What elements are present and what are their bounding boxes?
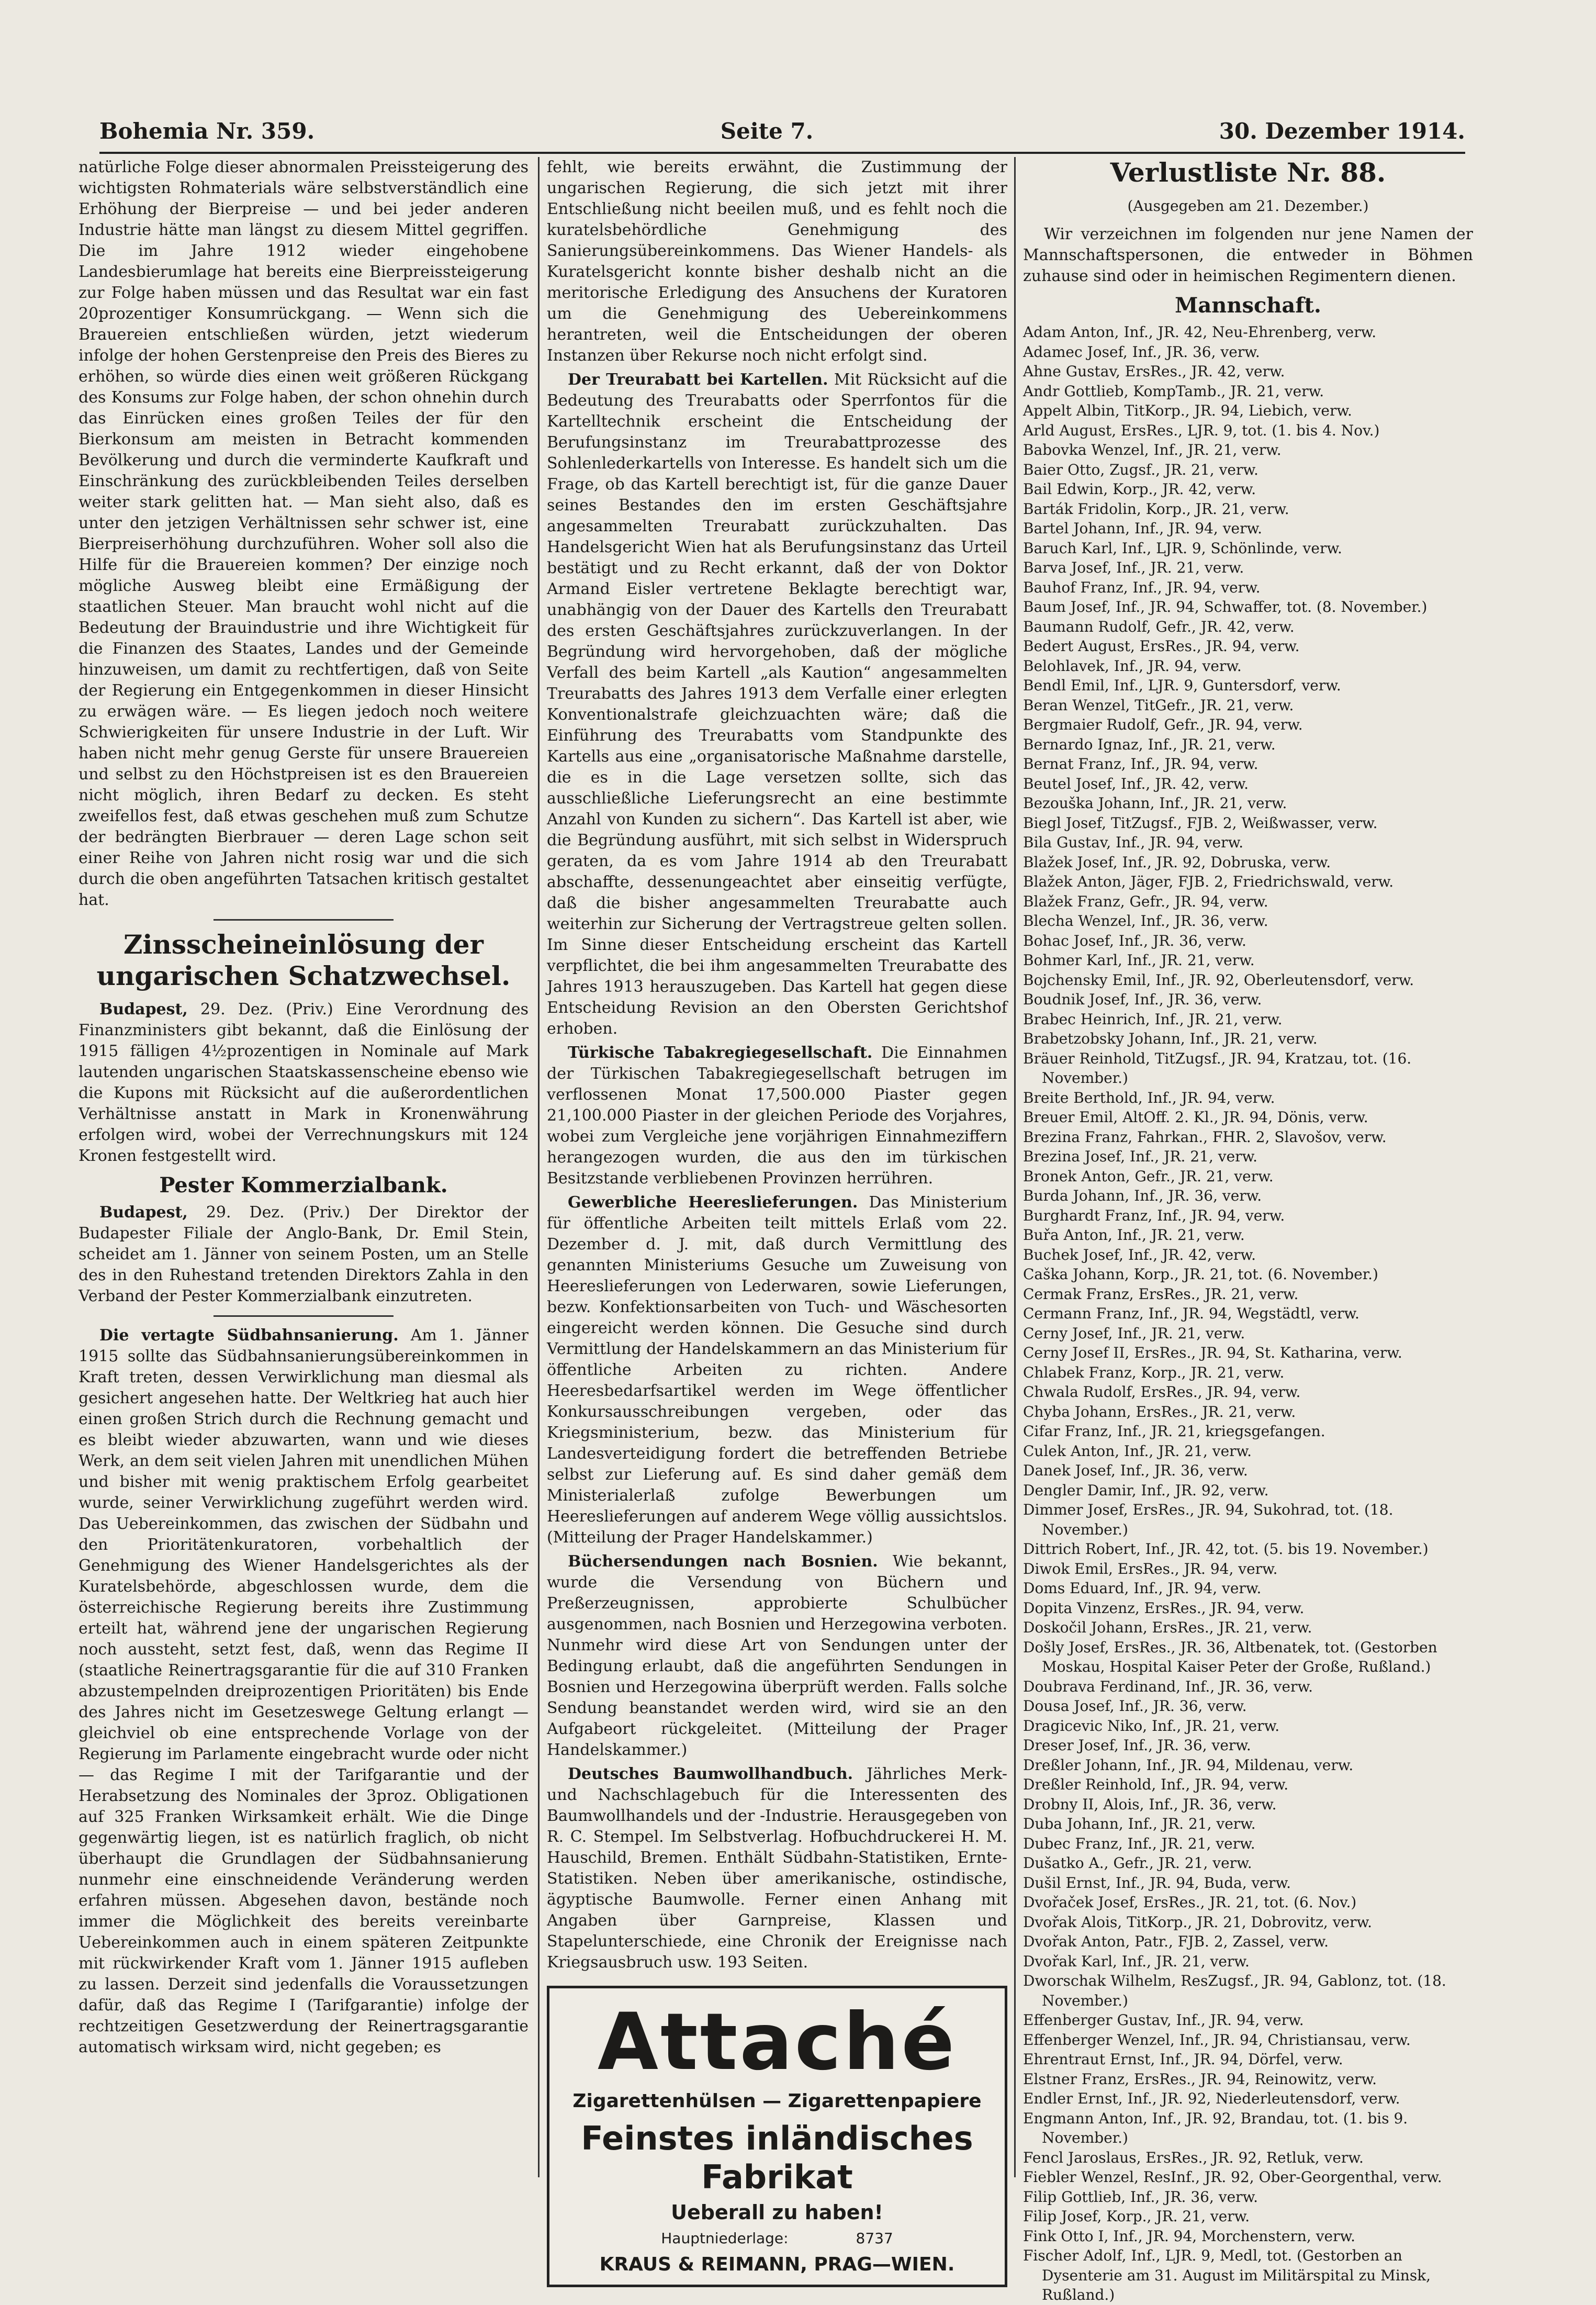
run-in-heading: Der Treurabatt bei Kartellen.: [568, 371, 828, 389]
article-tabak: [547, 1043, 1007, 1189]
article-suedbahn-continued: fehlt, wie bereits erwähnt, die Zustimmung der ungarischen Regierung, die sich jetzt mit ihrer Entschließung nicht beeilen muß, und es fehlt noch die kuratelsbehördliche Genehmigung des Sanierungsübereinkommens. Das Wiener Handels- als Kuratelsgericht konnte bisher deshalb nicht an die meritorische Erledigung des Ansuchens der Kuratoren um die Genehmigung des Uebereinkommens herantreten, weil die Entscheidungen der oberen Instanzen über Rekurse noch nicht erfolgt sind.: [547, 158, 1007, 365]
casualty-entry: Dragicevic Niko, Inf., JR. 21, verw.: [1023, 1717, 1280, 1735]
article-body: Das Ministerium für öffentliche Arbeiten teilt mittels Erlaß vom 22. Dezember d. J. mit, daß durch Vermittlung des genannten Ministeriums Gesuche um Zuweisung von Heereslieferungen von Lederwaren, sowie Lieferungen, bezw. Konfektionsarbeiten von Tuch- und Wäschesorten eingereicht werden können. Die Gesuche sind durch Vermittlung der Handelskammern an das Ministerium für öffentliche Arbeiten zu richten. Andere Heeresbedarfsartikel werden im Wege öffentlicher Konkursausschreibungen vergeben, oder das Kriegsministerium, bezw. das Ministerium für Landesverteidigung fordert die betreffenden Betriebe selbst zur Lieferung auf. Es sind daher gemäß dem Ministerialerlaß zufolge Bewerbungen um Heereslieferungen auf anderem Wege völlig aussichtslos. (Mitteilung der Prager Handelskammer.): [547, 1193, 1007, 1547]
column-3: [1023, 157, 1473, 2303]
casualty-entry: Fiebler Wenzel, ResInf., JR. 92, Ober-Georgenthal, verw.: [1023, 2168, 1442, 2186]
header-center: Seite 7.: [720, 118, 814, 144]
casualty-entry: Chyba Johann, ErsRes., JR. 21, verw.: [1023, 1403, 1296, 1420]
headline-zinsscheine: Zinsscheineinlösung der ungarischen Schatzwechsel.: [96, 929, 511, 991]
casualty-entry: Došly Josef, ErsRes., JR. 36, Altbenatek, tot. (Gestorben Moskau, Hospital Kaiser Peter der Große, Rußland.): [1023, 1638, 1437, 1675]
casualty-entry: Bohmer Karl, Inf., JR. 21, verw.: [1023, 952, 1255, 969]
section-mannschaft: Mannschaft.: [1175, 293, 1321, 318]
column-rule-2: [1014, 157, 1016, 2177]
ad-brand: Attaché: [597, 1997, 957, 2088]
casualty-entry: Babovka Wenzel, Inf., JR. 21, verw.: [1023, 441, 1282, 458]
casualty-entry: Bila Gustav, Inf., JR. 94, verw.: [1023, 834, 1244, 851]
casualty-entry: Burghardt Franz, Inf., JR. 94, verw.: [1023, 1206, 1285, 1224]
casualty-entry: Brezina Franz, Fahrkan., FHR. 2, Slavošov, verw.: [1023, 1128, 1387, 1146]
casualty-entry: Dreßler Reinhold, Inf., JR. 94, verw.: [1023, 1776, 1289, 1793]
ad-slogan: Feinstes inländisches Fabrikat: [581, 2119, 973, 2196]
column-1: [78, 157, 529, 2177]
casualty-list: [1023, 322, 1473, 2305]
casualty-entry: Dousa Josef, Inf., JR. 36, verw.: [1023, 1697, 1247, 1715]
casualty-entry: Elstner Franz, ErsRes., JR. 94, Reinowitz, verw.: [1023, 2070, 1377, 2088]
casualty-entry: Bernardo Ignaz, Inf., JR. 21, verw.: [1023, 735, 1276, 753]
casualty-entry: Buchek Josef, Inf., JR. 42, verw.: [1023, 1246, 1256, 1263]
casualty-entry: Bergmaier Rudolf, Gefr., JR. 94, verw.: [1023, 716, 1303, 733]
casualty-entry: Dvořaček Josef, ErsRes., JR. 21, tot. (6. Nov.): [1023, 1894, 1357, 1911]
column-2: [547, 157, 1007, 2275]
casualty-entry: Blažek Josef, Inf., JR. 92, Dobruska, verw.: [1023, 853, 1331, 871]
separator: [213, 1315, 394, 1317]
article-body: Jährliches Merk- und Nachschlagebuch für die Interessenten des Baumwollhandels und der -Industrie. Herausgegeben von R. C. Stempel. Im Selbstverlag. Hofbuchdruckerei H. M. Hauschild, Bremen. Enthält Südbahn-Statistiken, Ernte-Statistiken. Neben über amerikanische, ostindische, ägyptische Baumwolle. Ferner einen Anhang mit Angaben über Garnpreise, Klassen und Stapelunterschiede, eine Chronik der Ereignisse nach Kriegsausbruch usw. 193 Seiten.: [547, 1765, 1007, 1972]
casualty-entry: Cerny Josef II, ErsRes., JR. 94, St. Katharina, verw.: [1023, 1344, 1402, 1361]
casualty-entry: Brabetzobsky Johann, Inf., JR. 21, verw.: [1023, 1030, 1318, 1047]
ad-number: 8737: [856, 2230, 893, 2247]
casualty-entry: Baruch Karl, Inf., LJR. 9, Schönlinde, verw.: [1023, 539, 1342, 557]
casualty-entry: Dittrich Robert, Inf., JR. 42, tot. (5. bis 19. November.): [1023, 1540, 1429, 1558]
casualty-entry: Doskočil Johann, ErsRes., JR. 21, verw.: [1023, 1619, 1312, 1636]
casualty-entry: Dreser Josef, Inf., JR. 36, verw.: [1023, 1737, 1251, 1754]
casualty-entry: Dworschak Wilhelm, ResZugsf., JR. 94, Gablonz, tot. (18. November.): [1023, 1972, 1446, 2009]
dateline: Budapest,: [99, 1000, 188, 1019]
casualty-entry: Endler Ernst, Inf., JR. 92, Niederleutensdorf, verw.: [1023, 2090, 1400, 2107]
casualty-entry: Ahne Gustav, ErsRes., JR. 42, verw.: [1023, 363, 1285, 380]
casualty-entry: Bendl Emil, Inf., LJR. 9, Guntersdorf, verw.: [1023, 677, 1341, 694]
casualty-entry: Beutel Josef, Inf., JR. 42, verw.: [1023, 775, 1249, 792]
article-suedbahn: [78, 1325, 529, 2058]
article-body: Am 1. Jänner 1915 sollte das Südbahnsanierungsübereinkommen in Kraft treten, dessen Verwirklichung man diesmal als gesichert angesehen hatte. Der Weltkrieg hat auch hier einen großen Strich durch die Rechnung gemacht und es bleibt wieder abzuwarten, wann und wie dieses Werk, an dem seit vielen Jahren mit unendlichen Mühen und bisher mit wenig praktischem Erfolg gearbeitet wurde, seiner Verwirklichung zugeführt werden wird. Das Uebereinkommen, das zwischen der Südbahn und den Prioritätenkuratoren, vorbehaltlich der Genehmigung des Wiener Handelsgerichtes als der Kuratelsbehörde, abgeschlossen wurde, dem die österreichische Regierung bereits ihre Zustimmung erteilt hat, während jene der ungarischen Regierung noch aussteht, setzt fest, daß, wenn das Regime II (staatliche Reinertragsgarantie für die auf 310 Franken abzustempelnden dreiprozentigen Prioritäten) bis Ende des Jahres nicht im Gesetzeswege Geltung erlangt — gleichviel ob eine entsprechende Vorlage von der Regierung im Parlamente eingebracht wurde oder nicht — das Regime I mit der Tarifgarantie und der Herabsetzung des Nominales der 3proz. Obligationen auf 325 Franken Wirksamkeit erhält. Wie die Dinge gegenwärtig liegen, ist es natürlich fraglich, ob nicht überhaupt die Grundlagen der Südbahnsanierung nunmehr eine einschneidende Veränderung werden erfahren müssen. Abgesehen davon, bestände noch immer die Möglichkeit des bereits vereinbarte Uebereinkommen auch in einem späteren Zeitpunkte mit rückwirkender Kraft vom 1. Jänner 1915 aufleben zu lassen. Derzeit sind jedenfalls die Voraussetzungen dafür, daß das Regime I (Tarifgarantie) infolge der rechtzeitigen Gesetzwerdung der Reinertragsgarantie automatisch wirksam wird, nicht gegeben; es: [78, 1326, 529, 2056]
casualty-entry: Barva Josef, Inf., JR. 21, verw.: [1023, 559, 1244, 576]
casualty-entry: Dimmer Josef, ErsRes., JR. 94, Sukohrad, tot. (18. November.): [1023, 1501, 1393, 1538]
casualty-entry: Fink Otto I, Inf., JR. 94, Morchenstern, verw.: [1023, 2227, 1356, 2245]
headline-pester-kommerzialbank: Pester Kommerzialbank.: [159, 1173, 448, 1198]
page-header: [99, 110, 1465, 154]
casualty-entry: Danek Josef, Inf., JR. 36, verw.: [1023, 1462, 1248, 1479]
casualty-entry: Adam Anton, Inf., JR. 42, Neu-Ehrenberg, verw.: [1023, 323, 1377, 341]
article-body: Wie bekannt, wurde die Versendung von Büchern und Preßerzeugnissen, approbierte Schulbücher ausgenommen, nach Bosnien und Herzegowina verboten. Nunmehr wird diese Art von Sendungen unter der Bedingung erlaubt, daß die angeführten Sendungen in Bosnien und Herzegowina überprüft werden. Falls solche Sendung beanstandet werden wird, wird sie an den Aufgabeort rückgeleitet. (Mitteilung der Prager Handelskammer.): [547, 1552, 1007, 1759]
dateline: Budapest,: [99, 1203, 188, 1222]
casualty-entry: Barták Fridolin, Korp., JR. 21, verw.: [1023, 500, 1289, 518]
casualty-entry: Bernat Franz, Inf., JR. 94, verw.: [1023, 755, 1258, 773]
casualty-entry: Dreßler Johann, Inf., JR. 94, Mildenau, verw.: [1023, 1756, 1354, 1774]
verlustliste-intro: Wir verzeichnen im folgenden nur jene Namen der Mannschaftspersonen, die entweder in Böhmen zuhause sind oder in heimischen Regimentern dienen.: [1023, 225, 1473, 285]
casualty-entry: Caška Johann, Korp., JR. 21, tot. (6. November.): [1023, 1266, 1378, 1283]
casualty-entry: Baum Josef, Inf., JR. 94, Schwaffer, tot. (8. November.): [1023, 598, 1428, 616]
casualty-entry: Blažek Anton, Jäger, FJB. 2, Friedrichswald, verw.: [1023, 873, 1394, 890]
casualty-entry: Appelt Albin, TitKorp., JR. 94, Liebich, verw.: [1023, 402, 1352, 419]
casualty-entry: Bräuer Reinhold, TitZugsf., JR. 94, Kratzau, tot. (16. November.): [1023, 1049, 1412, 1087]
casualty-entry: Dubec Franz, Inf., JR. 21, verw.: [1023, 1834, 1255, 1852]
casualty-entry: Burda Johann, Inf., JR. 36, verw.: [1023, 1187, 1262, 1204]
casualty-entry: Andr Gottlieb, KompTamb., JR. 21, verw.: [1023, 382, 1324, 400]
run-in-heading: Büchersendungen nach Bosnien.: [568, 1552, 878, 1571]
casualty-entry: Diwok Emil, ErsRes., JR. 94, verw.: [1023, 1560, 1278, 1577]
article-zinsscheine: [78, 999, 529, 1167]
casualty-entry: Bail Edwin, Korp., JR. 42, verw.: [1023, 480, 1256, 498]
casualty-entry: Adamec Josef, Inf., JR. 36, verw.: [1023, 343, 1260, 361]
casualty-entry: Breite Berthold, Inf., JR. 94, verw.: [1023, 1089, 1275, 1106]
casualty-entry: Drobny II, Alois, Inf., JR. 36, verw.: [1023, 1795, 1277, 1813]
casualty-entry: Fischer Adolf, Inf., LJR. 9, Medl, tot. (Gestorben an Dysenterie am 31. August im Militärspital zu Minsk, Rußland.): [1023, 2247, 1431, 2303]
ad-depot-label: Hauptniederlage:: [661, 2230, 789, 2247]
casualty-entry: Brezina Josef, Inf., JR. 21, verw.: [1023, 1148, 1258, 1165]
casualty-entry: Dušatko A., Gefr., JR. 21, verw.: [1023, 1854, 1252, 1872]
article-buechersendungen: [547, 1551, 1007, 1761]
casualty-entry: Dvořak Alois, TitKorp., JR. 21, Dobrovitz, verw.: [1023, 1913, 1373, 1931]
article-body: 29. Dez. (Priv.) Der Direktor der Budapester Filiale der Anglo-Bank, Dr. Emil Stein, scheidet am 1. Jänner von seinem Posten, um an Stelle des in den Ruhestand tretenden Direktors Zahla in den Verband der Pester Kommerzialbank einzutreten.: [78, 1203, 529, 1305]
casualty-entry: Cifar Franz, Inf., JR. 21, kriegsgefangen.: [1023, 1423, 1325, 1440]
casualty-entry: Bojchensky Emil, Inf., JR. 92, Oberleutensdorf, verw.: [1023, 971, 1414, 989]
article-brewery-continued: natürliche Folge dieser abnormalen Preissteigerung des wichtigsten Rohmaterials wäre selbstverständlich eine Erhöhung der Bierpreise — und bei jeder anderen Industrie hätte man längst zu diesem Mittel gegriffen. Die im Jahre 1912 wieder eingehobene Landesbierumlage hat bereits eine Bierpreissteigerung zur Folge haben müssen und das Resultat war ein fast 20prozentiger Konsumrückgang. — Wenn sich die Brauereien entschließen würden, jetzt wiederum infolge der hohen Gerstenpreise den Preis des Bieres zu erhöhen, so würde dies einen weit größeren Rückgang des Konsums zur Folge haben, der schon ohnehin durch das Einrücken eines großen Teiles der für den Bierkonsum am meisten in Betracht kommenden Bevölkerung und durch die verminderte Kaufkraft und Einschränkung des zurückbleibenden Teiles derselben weiter stark gelitten hat. — Man sieht also, daß es unter den jetzigen Verhältnissen sehr schwer ist, eine Bierpreiserhöhung durchzuführen. Woher soll also die Hilfe für die Brauereien kommen? Der einzige noch mögliche Ausweg bleibt eine Ermäßigung der staatlichen Steuer. Man braucht wohl nicht auf die Bedeutung der Brauindustrie und ihre Wichtigkeit für die Finanzen des Staates, Landes und der Gemeinde hinzuweisen, um damit zu rechtfertigen, daß von Seite der Regierung ein Entgegenkommen in dieser Hinsicht zu erwägen wäre. — Es liegen jedoch noch weitere Schwierigkeiten für unsere Industrie in der Luft. Wir haben nicht mehr genug Gerste für unsere Brauereien und selbst zu den Höchstpreisen ist es den Brauereien nicht möglich, ihren Bedarf zu decken. Es steht zweifellos fest, daß etwas geschehen muß zum Schutze der bedrängten Bierbrauer — deren Lage schon seit einer Reihe von Jahren nicht rosig war und die sich durch die oben angeführten Tatsachen kritisch gestaltet hat.: [78, 158, 529, 909]
ad-depot-row: [560, 2228, 994, 2249]
article-baumwollhandbuch: [547, 1764, 1007, 1973]
casualty-entry: Boudnik Josef, Inf., JR. 36, verw.: [1023, 991, 1262, 1008]
article-body: 29. Dez. (Priv.) Eine Verordnung des Finanzministers gibt bekannt, daß die Einlösung der 1915 fälligen 4½prozentigen in Nominale auf Mark lautenden ungarischen Staatskassenscheine ebenso wie die Kupons mit Rücksicht auf die außerordentlichen Verhältnisse anstatt in Mark in Kronenwährung erfolgen wird, wobei der Verrechnungskurs mit 124 Kronen festgestellt wird.: [78, 1000, 529, 1165]
run-in-heading: Die vertagte Südbahnsanierung.: [99, 1326, 399, 1345]
casualty-entry: Dopita Vinzenz, ErsRes., JR. 94, verw.: [1023, 1599, 1305, 1617]
casualty-entry: Arld August, ErsRes., LJR. 9, tot. (1. bis 4. Nov.): [1023, 421, 1380, 439]
casualty-entry: Bohac Josef, Inf., JR. 36, verw.: [1023, 932, 1246, 949]
ad-availability: Ueberall zu haben!: [671, 2201, 883, 2224]
article-pester: [78, 1202, 529, 1307]
article-body: Die Einnahmen der Türkischen Tabakregiegesellschaft betrugen im verflossenen Monat 17,500.000 Piaster gegen 21,100.000 Piaster in der gleichen Periode des Vorjahres, wobei zum Vergleiche jene vorjährigen Einnahmeziffern herangezogen wurden, die aus den im türkischen Besitzstande verbliebenen Provinzen herrühren.: [547, 1044, 1007, 1188]
article-treurabatt: [547, 370, 1007, 1039]
casualty-entry: Cermak Franz, ErsRes., JR. 21, verw.: [1023, 1285, 1299, 1303]
casualty-entry: Baumann Rudolf, Gefr., JR. 42, verw.: [1023, 618, 1295, 635]
ad-company: KRAUS & REIMANN, PRAG—WIEN.: [599, 2254, 955, 2275]
casualty-entry: Brabec Heinrich, Inf., JR. 21, verw.: [1023, 1010, 1283, 1028]
casualty-entry: Doms Eduard, Inf., JR. 94, verw.: [1023, 1580, 1262, 1597]
advertisement-attache: [547, 1986, 1007, 2287]
casualty-entry: Bronek Anton, Gefr., JR. 21, verw.: [1023, 1167, 1274, 1185]
casualty-entry: Bedert August, ErsRes., JR. 94, verw.: [1023, 637, 1300, 655]
run-in-heading: Deutsches Baumwollhandbuch.: [568, 1765, 853, 1783]
casualty-entry: Cerny Josef, Inf., JR. 21, verw.: [1023, 1324, 1245, 1342]
casualty-entry: Bartel Johann, Inf., JR. 94, verw.: [1023, 520, 1263, 537]
article-body: Mit Rücksicht auf die Bedeutung des Treurabatts oder Sperrfontos für die Kartelltechnik erscheint die Entscheidung der Berufungsinstanz im Treurabattprozesse des Sohlenlederkartells von Interesse. Es handelt sich um die Frage, ob das Kartell berechtigt ist, für die ganze Dauer seines Bestandes den im ersten Geschäftsjahre angesammelten Treurabatt zurückzuhalten. Das Handelsgericht Wien hat als Berufungsinstanz das Urteil bestätigt und zu Recht erkannt, daß der von Doktor Armand Eisler vertretene Beklagte berechtigt war, unabhängig von der Dauer des Kartells den Treurabatt des ersten Geschäftsjahres zurückzuverlangen. In der Begründung wird hervorgehoben, daß der mögliche Verfall des beim Kartell „als Kaution“ angesammelten Treurabatts des Jahres 1913 dem Verfalle einer erlegten Konventionalstrafe gleichzuachten wäre; daß die Einführung des Treurabatts vom Standpunkte des Kartells aus eine „organisatorische Maßnahme darstelle, die es in die Lage versetzen sollte, sich das ausschließliche Lieferungsrecht an eine bestimmte Anzahl von Kunden zu sichern“. Das Kartell ist aber, wie die Begründung ausführt, mit sich selbst in Widerspruch geraten, da es vom Jahre 1914 ab den Treurabatt abschaffte, dessenungeachtet aber einseitig verfügte, daß die bisher angesammelten Treurabatte auch weiterhin zur Sicherung der Vertragstreue gelten sollen. Im Sinne dieser Entscheidung erscheint das Kartell verpflichtet, die bei ihm angesammelten Treurabatte des Jahres 1913 herauszugeben. Das Kartell hat gegen diese Entscheidung Revision an den Obersten Gerichtshof erhoben.: [547, 371, 1007, 1038]
run-in-heading: Gewerbliche Heereslieferungen.: [568, 1193, 858, 1212]
casualty-entry: Blecha Wenzel, Inf., JR. 36, verw.: [1023, 912, 1268, 930]
casualty-entry: Engmann Anton, Inf., JR. 92, Brandau, tot. (1. bis 9. November.): [1023, 2109, 1408, 2146]
separator: [213, 919, 394, 921]
casualty-entry: Filip Josef, Korp., JR. 21, verw.: [1023, 2208, 1250, 2225]
headline-verlustliste: Verlustliste Nr. 88.: [1110, 157, 1386, 188]
casualty-entry: Effenberger Gustav, Inf., JR. 94, verw.: [1023, 2011, 1304, 2029]
casualty-entry: Blažek Franz, Gefr., JR. 94, verw.: [1023, 892, 1268, 910]
verlustliste-date: (Ausgegeben am 21. Dezember.): [1127, 197, 1369, 215]
casualty-entry: Fencl Jaroslaus, ErsRes., JR. 92, Retluk, verw.: [1023, 2149, 1364, 2166]
casualty-entry: Belohlavek, Inf., JR. 94, verw.: [1023, 657, 1242, 675]
run-in-heading: Türkische Tabakregiegesellschaft.: [568, 1044, 873, 1062]
casualty-entry: Bauhof Franz, Inf., JR. 94, verw.: [1023, 578, 1261, 596]
casualty-entry: Effenberger Wenzel, Inf., JR. 94, Christiansau, verw.: [1023, 2031, 1411, 2049]
article-heereslieferungen: [547, 1192, 1007, 1548]
casualty-entry: Baier Otto, Zugsf., JR. 21, verw.: [1023, 461, 1258, 478]
ad-products: Zigarettenhülsen — Zigarettenpapiere: [572, 2090, 982, 2112]
casualty-entry: Dušil Ernst, Inf., JR. 94, Buda, verw.: [1023, 1874, 1291, 1892]
header-left: Bohemia Nr. 359.: [99, 118, 315, 144]
header-right: 30. Dezember 1914.: [1219, 118, 1465, 144]
casualty-entry: Duba Johann, Inf., JR. 21, verw.: [1023, 1815, 1256, 1832]
column-rule-1: [538, 157, 540, 2177]
casualty-entry: Beran Wenzel, TitGefr., JR. 21, verw.: [1023, 696, 1294, 714]
casualty-entry: Ehrentraut Ernst, Inf., JR. 94, Dörfel, verw.: [1023, 2051, 1343, 2068]
casualty-entry: Bezouška Johann, Inf., JR. 21, verw.: [1023, 795, 1287, 812]
casualty-entry: Cermann Franz, Inf., JR. 94, Wegstädtl, verw.: [1023, 1305, 1359, 1322]
casualty-entry: Chwala Rudolf, ErsRes., JR. 94, verw.: [1023, 1383, 1301, 1401]
casualty-entry: Dvořak Anton, Patr., FJB. 2, Zassel, verw.: [1023, 1933, 1329, 1950]
casualty-entry: Biegl Josef, TitZugsf., FJB. 2, Weißwasser, verw.: [1023, 814, 1378, 832]
casualty-entry: Culek Anton, Inf., JR. 21, verw.: [1023, 1442, 1252, 1460]
casualty-entry: Breuer Emil, AltOff. 2. Kl., JR. 94, Dönis, verw.: [1023, 1109, 1368, 1126]
casualty-entry: Buřa Anton, Inf., JR. 21, verw.: [1023, 1226, 1245, 1244]
casualty-entry: Doubrava Ferdinand, Inf., JR. 36, verw.: [1023, 1677, 1313, 1695]
casualty-entry: Filip Gottlieb, Inf., JR. 36, verw.: [1023, 2188, 1258, 2206]
casualty-entry: Dengler Damir, Inf., JR. 92, verw.: [1023, 1481, 1269, 1499]
casualty-entry: Chlabek Franz, Korp., JR. 21, verw.: [1023, 1363, 1285, 1381]
casualty-entry: Dvořak Karl, Inf., JR. 21, verw.: [1023, 1952, 1250, 1970]
